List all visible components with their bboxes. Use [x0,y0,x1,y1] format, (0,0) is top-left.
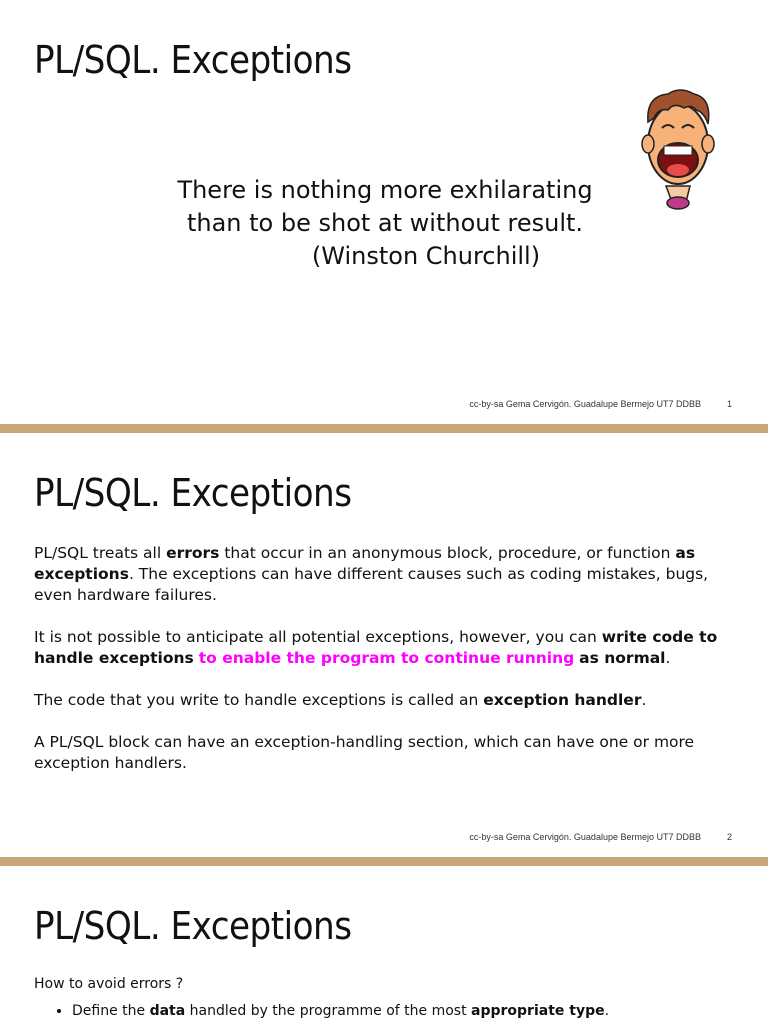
slide-2-footer [469,832,732,842]
text: The code that you write to handle exceptions is called an [34,691,484,709]
slide-1-footer [469,399,732,409]
paragraph-2 [34,627,746,669]
bold-text: appropriate type [471,1003,605,1019]
slide-3 [0,866,768,1024]
intro-text: How to avoid errors ? [34,976,184,992]
text: . The exceptions can have different causes such as coding mistakes, bugs, even hardware failures. [34,565,709,604]
text: handled by the programme of the most [185,1003,472,1019]
slide-2-title: PL/SQL. Exceptions [34,471,352,515]
slide-1 [0,0,768,424]
bold-text: write code to handle exceptions [34,628,718,667]
text: It is not possible to anticipate all potential exceptions, however, you can [34,628,602,646]
paragraph-3 [34,690,746,711]
highlighted-text: to enable the program to continue running [198,649,575,667]
bold-text: as exceptions [34,544,696,583]
bold-text: data [149,1003,186,1019]
churchill-quote [120,174,650,273]
text: Define the [72,1003,150,1019]
bold-text: as normal [579,649,666,667]
bullet-list [34,1001,746,1021]
slide-separator [0,424,768,433]
text: . [665,649,671,667]
slide-3-title: PL/SQL. Exceptions [34,904,352,948]
slide-2-body [34,543,746,795]
text: PL/SQL treats all [34,544,167,562]
slide-separator [0,857,768,866]
quote-line-1: There is nothing more exhilarating [177,176,593,204]
footer-credit: cc-by-sa Gema Cervigón. Guadalupe Bermejo UT7 DDBB [469,832,701,842]
paragraph-1 [34,543,746,606]
slide-1-title: PL/SQL. Exceptions [34,38,352,82]
footer-credit: cc-by-sa Gema Cervigón. Guadalupe Bermejo UT7 DDBB [469,399,701,409]
bold-text: errors [166,544,220,562]
page-number: 2 [726,832,732,842]
page-number: 1 [726,399,732,409]
paragraph-4: A PL/SQL block can have an exception-handling section, which can have one or more exception handlers. [34,733,695,772]
list-item [72,1001,746,1021]
quote-author: (Winston Churchill) [311,242,541,270]
text: that occur in an anonymous block, procedure, or function [219,544,676,562]
slide-3-body [34,974,746,1021]
slide-2 [0,433,768,857]
quote-line-2: than to be shot at without result. [186,209,584,237]
bold-text: exception handler [483,691,642,709]
text: . [604,1003,610,1019]
text: . [641,691,647,709]
